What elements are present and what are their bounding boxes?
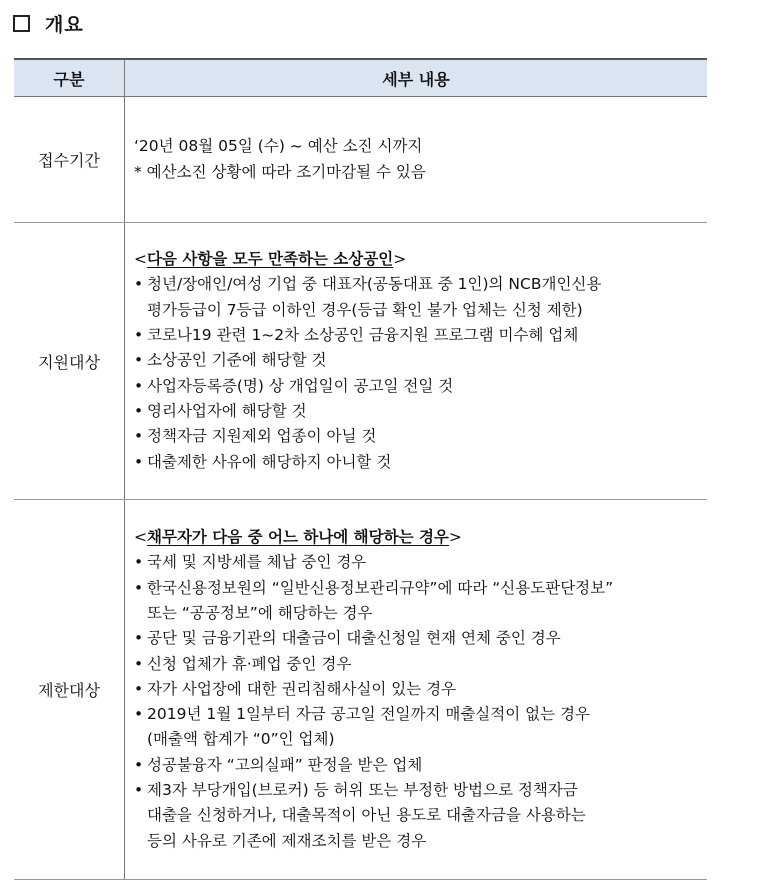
bullet-icon: • bbox=[134, 427, 144, 446]
list-item bbox=[134, 702, 707, 753]
list-item-line: 청년/장애인/여성 기업 중 대표자(공동대표 중 1인)의 NCB개인신용 bbox=[147, 275, 602, 294]
list-item-line: 국세 및 지방세를 체납 중인 경우 bbox=[147, 553, 367, 572]
list-item-text bbox=[147, 778, 707, 854]
list-item bbox=[134, 626, 707, 651]
bullet-icon: • bbox=[134, 553, 144, 572]
row-details bbox=[125, 97, 708, 223]
row-label: 지원대상 bbox=[14, 223, 125, 500]
checkbox-square-icon bbox=[13, 15, 30, 32]
list-item bbox=[134, 778, 707, 854]
list-item bbox=[134, 272, 707, 323]
list-item bbox=[134, 323, 707, 348]
period-note: * 예산소진 상황에 따라 조기마감될 수 있음 bbox=[134, 162, 426, 181]
period-text: ‘20년 08월 05일 (수) ~ 예산 소진 시까지 bbox=[134, 137, 423, 156]
list-item-text bbox=[147, 576, 707, 627]
list-item-text bbox=[147, 348, 707, 373]
list-item-line: 소상공인 기준에 해당할 것 bbox=[147, 351, 327, 370]
bullet-icon: • bbox=[134, 629, 144, 648]
bullet-icon: • bbox=[134, 705, 144, 724]
bullet-icon: • bbox=[134, 275, 144, 294]
list-item-line: 등의 사유로 기존에 제재조치를 받은 경우 bbox=[147, 831, 427, 850]
list-item-text bbox=[147, 702, 707, 753]
list-item bbox=[134, 424, 707, 449]
list-item bbox=[134, 550, 707, 575]
list-item-line: 또는 “공공정보”에 해당하는 경우 bbox=[147, 603, 373, 622]
restriction-list bbox=[134, 550, 707, 854]
row-details bbox=[125, 223, 708, 500]
bullet-icon: • bbox=[134, 781, 144, 800]
list-item-line: 공단 및 금융기관의 대출금이 대출신청일 현재 연체 중인 경우 bbox=[147, 629, 561, 648]
list-item-text bbox=[147, 450, 707, 475]
list-item bbox=[134, 399, 707, 424]
list-item bbox=[134, 374, 707, 399]
list-item-text bbox=[147, 677, 707, 702]
list-item bbox=[134, 677, 707, 702]
list-item-line: 성공불융자 “고의실패” 판정을 받은 업체 bbox=[147, 755, 423, 774]
section-title-text: 개요 bbox=[45, 13, 84, 36]
list-item-line: (매출액 합계가 “0”인 업체) bbox=[147, 730, 335, 749]
table-row-eligibility bbox=[14, 223, 707, 500]
list-item-line: 제3자 부당개입(브로커) 등 허위 또는 부정한 방법으로 정책자금 bbox=[147, 781, 578, 800]
bullet-icon: • bbox=[134, 401, 144, 420]
list-item bbox=[134, 576, 707, 627]
row-label: 접수기간 bbox=[14, 97, 125, 223]
bullet-icon: • bbox=[134, 578, 144, 597]
row-details bbox=[125, 500, 708, 880]
list-item-line: 평가등급이 7등급 이하인 경우(등급 확인 불가 업체는 신청 제한) bbox=[147, 300, 583, 319]
list-item-text bbox=[147, 753, 707, 778]
list-item-line: 코로나19 관련 1~2차 소상공인 금융지원 프로그램 미수혜 업체 bbox=[147, 326, 579, 345]
list-item bbox=[134, 450, 707, 475]
list-item-text bbox=[147, 626, 707, 651]
bullet-icon: • bbox=[134, 326, 144, 345]
list-item-line: 정책자금 지원제외 업종이 아닐 것 bbox=[147, 427, 377, 446]
bullet-icon: • bbox=[134, 679, 144, 698]
bullet-icon: • bbox=[134, 376, 144, 395]
bullet-icon: • bbox=[134, 654, 144, 673]
table-header-row bbox=[14, 59, 707, 97]
bullet-icon: • bbox=[134, 452, 144, 471]
list-item-line: 한국신용정보원의 “일반신용정보관리규약”에 따라 “신용도판단정보” bbox=[147, 578, 614, 597]
header-category: 구분 bbox=[14, 59, 125, 97]
section-title bbox=[13, 8, 84, 38]
list-item bbox=[134, 652, 707, 677]
eligibility-heading: <다음 사항을 모두 만족하는 소상공인> bbox=[134, 250, 407, 269]
list-item-text bbox=[147, 652, 707, 677]
list-item-line: 신청 업체가 휴·폐업 중인 경우 bbox=[147, 654, 352, 673]
list-item-line: 2019년 1월 1일부터 자금 공고일 전일까지 매출실적이 없는 경우 bbox=[147, 705, 590, 724]
list-item-text bbox=[147, 424, 707, 449]
list-item-text bbox=[147, 550, 707, 575]
list-item-line: 대출제한 사유에 해당하지 아니할 것 bbox=[147, 452, 392, 471]
header-details: 세부 내용 bbox=[125, 59, 708, 97]
restriction-heading: <채무자가 다음 중 어느 하나에 해당하는 경우> bbox=[134, 528, 462, 547]
list-item bbox=[134, 348, 707, 373]
table-row-restrictions bbox=[14, 500, 707, 880]
table-row-application-period bbox=[14, 97, 707, 223]
list-item bbox=[134, 753, 707, 778]
row-label: 제한대상 bbox=[14, 500, 125, 880]
bullet-icon: • bbox=[134, 351, 144, 370]
list-item-text bbox=[147, 323, 707, 348]
list-item-line: 대출을 신청하거나, 대출목적이 아닌 용도로 대출자금을 사용하는 bbox=[147, 806, 586, 825]
overview-table bbox=[14, 58, 707, 880]
list-item-line: 영리사업자에 해당할 것 bbox=[147, 401, 307, 420]
bullet-icon: • bbox=[134, 755, 144, 774]
eligibility-list bbox=[134, 272, 707, 474]
list-item-text bbox=[147, 399, 707, 424]
list-item-text bbox=[147, 272, 707, 323]
list-item-text bbox=[147, 374, 707, 399]
list-item-line: 자가 사업장에 대한 권리침해사실이 있는 경우 bbox=[147, 679, 457, 698]
list-item-line: 사업자등록증(명) 상 개업일이 공고일 전일 것 bbox=[147, 376, 454, 395]
